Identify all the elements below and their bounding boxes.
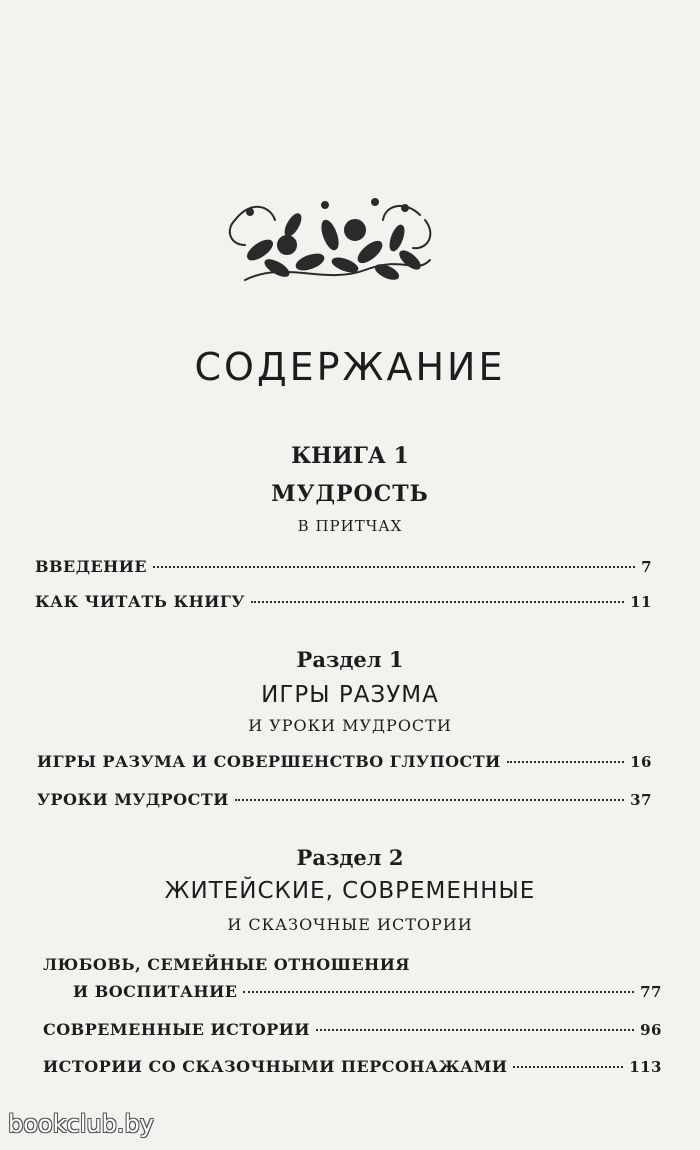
toc-entry-modern-stories[interactable] [43, 1020, 662, 1039]
toc-entry-introduction[interactable] [35, 557, 652, 576]
section-2-title: ЖИТЕЙСКИЕ, СОВРЕМЕННЫЕ [164, 878, 536, 904]
floral-ornament-icon [215, 190, 445, 290]
toc-entry-how-to-read[interactable] [35, 592, 652, 611]
toc-entry-page: 113 [629, 1058, 662, 1076]
dot-leader [235, 799, 624, 801]
toc-entry-title: ВВЕДЕНИЕ [35, 557, 148, 576]
dot-leader [153, 566, 635, 568]
toc-entry-wisdom-lessons[interactable] [37, 790, 652, 809]
dot-leader [513, 1066, 623, 1068]
dot-leader [243, 991, 634, 993]
section-2-label: Раздел 2 [296, 845, 404, 870]
section-2-subtitle: И СКАЗОЧНЫЕ ИСТОРИИ [227, 915, 473, 934]
toc-entry-page: 96 [640, 1021, 662, 1039]
toc-entry-fairy-tale-stories[interactable] [43, 1057, 662, 1076]
book-title: МУДРОСТЬ [271, 481, 429, 507]
toc-entry-love-family[interactable] [73, 982, 662, 1001]
dot-leader [251, 601, 624, 603]
contents-title: СОДЕРЖАНИЕ [194, 345, 506, 389]
toc-entry-title: ИГРЫ РАЗУМА И СОВЕРШЕНСТВО ГЛУПОСТИ [37, 752, 501, 771]
toc-entry-title: И ВОСПИТАНИЕ [73, 982, 238, 1001]
toc-entry-title: КАК ЧИТАТЬ КНИГУ [35, 592, 245, 611]
watermark-logo: bookclub.by [8, 1110, 154, 1138]
toc-entry-title: ИСТОРИИ СО СКАЗОЧНЫМИ ПЕРСОНАЖАМИ [43, 1057, 508, 1076]
toc-entry-title: СОВРЕМЕННЫЕ ИСТОРИИ [43, 1020, 311, 1039]
toc-entry-page: 11 [630, 593, 652, 611]
book-subtitle: В ПРИТЧАХ [297, 517, 403, 535]
section-1-title: ИГРЫ РАЗУМА [261, 682, 439, 708]
section-1-subtitle: И УРОКИ МУДРОСТИ [248, 716, 452, 735]
toc-entry-page: 7 [641, 558, 652, 576]
toc-entry-page: 37 [630, 791, 652, 809]
toc-entry-title: УРОКИ МУДРОСТИ [37, 790, 229, 809]
toc-entry-page: 16 [630, 753, 652, 771]
toc-entry-mind-games[interactable] [37, 752, 652, 771]
dot-leader [316, 1029, 634, 1031]
dot-leader [507, 761, 624, 763]
section-1-label: Раздел 1 [296, 647, 404, 672]
toc-entry-title-line1: ЛЮБОВЬ, СЕМЕЙНЫЕ ОТНОШЕНИЯ [43, 955, 411, 974]
book-label: КНИГА 1 [291, 443, 409, 469]
toc-entry-page: 77 [640, 983, 662, 1001]
